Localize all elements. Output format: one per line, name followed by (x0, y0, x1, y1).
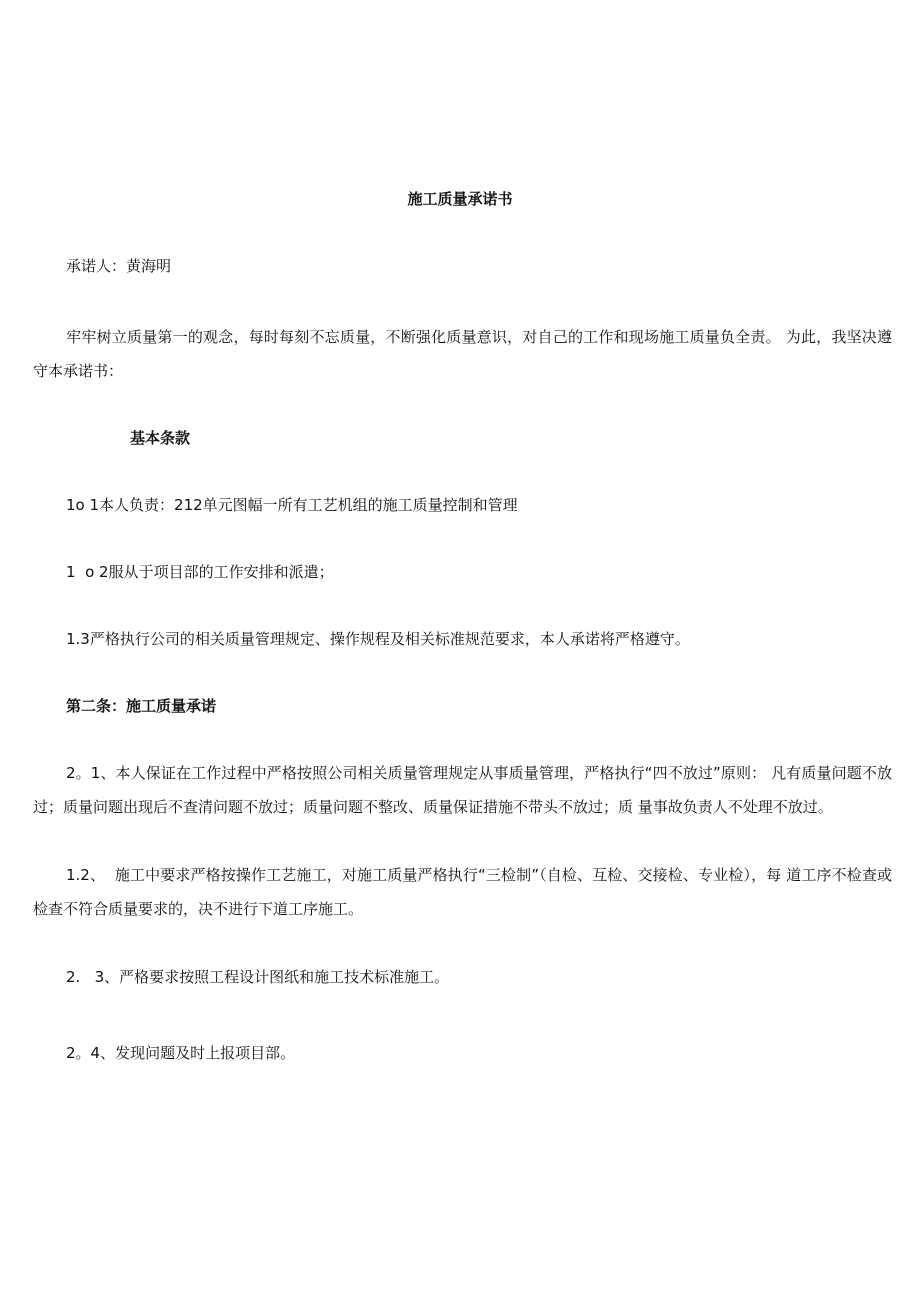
clause-1-1: 1o 1本人负责：212单元图幅一所有工艺机组的施工质量控制和管理 (66, 496, 518, 514)
clause-1-3: 1.3严格执行公司的相关质量管理规定、操作规程及相关标准规范要求，本人承诺将严格遵守。 (66, 630, 690, 648)
clause-2-1 (33, 756, 892, 824)
clause-2-1-text: 2。1、本人保证在工作过程中严格按照公司相关质量管理规定从事质量管理，严格执行“四不放过”原则： 凡有质量问题不放过；质量问题出现后不查清问题不放过；质量问题不整改、质量保证措施不带头不放过；质 量事故负责人不处理不放过。 (33, 764, 892, 816)
intro-paragraph (33, 320, 892, 388)
clause-2-2-text: 1.2、 施工中要求严格按操作工艺施工，对施工质量严格执行“三检制”（自检、互检、交接检、专业检），每 道工序不检查或检查不符合质量要求的，决不进行下道工序施工。 (33, 866, 892, 918)
clause-2-2 (33, 858, 892, 926)
intro-text: 牢牢树立质量第一的观念，每时每刻不忘质量，不断强化质量意识，对自己的工作和现场施工质量负全责。 为此，我坚决遵守本承诺书： (33, 328, 892, 380)
clause-2-3: 2. 3、严格要求按照工程设计图纸和施工技术标准施工。 (66, 968, 450, 986)
clause-1-2: 1 o 2服从于项目部的工作安排和派遣； (66, 563, 334, 581)
section-2-heading: 第二条：施工质量承诺 (66, 697, 217, 715)
clause-2-4: 2。4、发现问题及时上报项目部。 (66, 1044, 296, 1062)
promisor-line: 承诺人：黄海明 (66, 257, 172, 275)
document-title: 施工质量承诺书 (407, 190, 513, 208)
section-1-heading: 基本条款 (130, 429, 191, 447)
